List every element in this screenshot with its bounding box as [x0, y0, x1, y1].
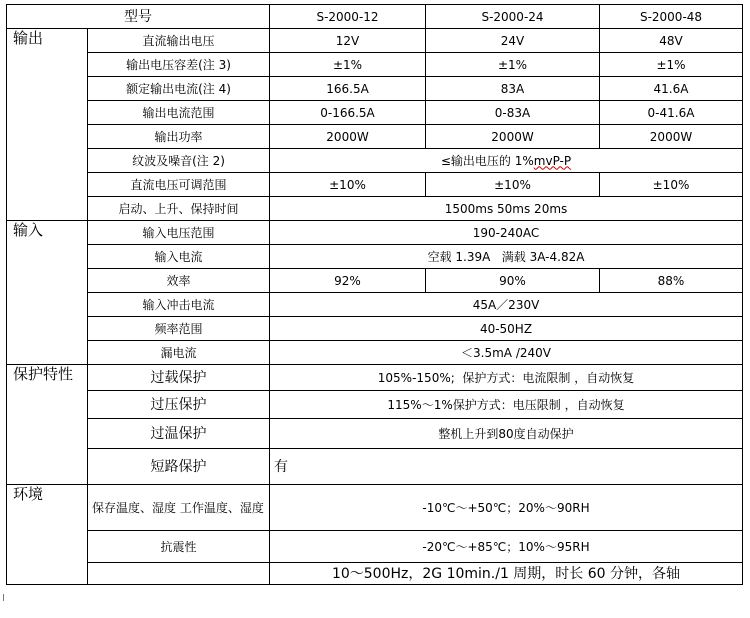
row-label: 输出电流范围 — [88, 101, 270, 125]
table-row — [7, 293, 743, 317]
table-row — [7, 391, 743, 419]
model-name: S-2000-48 — [600, 5, 743, 29]
cell-value: 有 — [270, 449, 743, 485]
row-label: 输出功率 — [88, 125, 270, 149]
row-label: 保存温度、湿度 工作温度、湿度 — [88, 485, 270, 531]
table-row — [7, 149, 743, 173]
cell-value: ±1% — [426, 53, 600, 77]
table-row — [7, 173, 743, 197]
row-label: 直流电压可调范围 — [88, 173, 270, 197]
table-row — [7, 245, 743, 269]
table-row — [7, 29, 743, 53]
cell-value: 105%-150%; 保护方式：电流限制 ，自动恢复 — [270, 365, 743, 391]
cell-value: 0-166.5A — [270, 101, 426, 125]
section-output-title: 输出 — [7, 29, 88, 221]
cell-value: 0-83A — [426, 101, 600, 125]
row-label: 直流输出电压 — [88, 29, 270, 53]
cell-value: 45A／230V — [270, 293, 743, 317]
cell-value: 整机上升到80度自动保护 — [270, 419, 743, 449]
table-row — [7, 125, 743, 149]
cell-value: 48V — [600, 29, 743, 53]
cell-value: -10℃～+50℃；20%～90RH — [270, 485, 743, 531]
cell-value: 2000W — [600, 125, 743, 149]
table-row — [7, 221, 743, 245]
row-label: 输入冲击电流 — [88, 293, 270, 317]
table-row — [7, 197, 743, 221]
ripple-value-text: ≤输出电压的 1% — [440, 153, 534, 168]
cell-value: 115%～1%保护方式：电压限制 ，自动恢复 — [270, 391, 743, 419]
cell-value: 40-50HZ — [270, 317, 743, 341]
table-row — [7, 563, 743, 585]
cell-value: 12V — [270, 29, 426, 53]
page-edge-mark — [3, 594, 8, 601]
row-label: 效率 — [88, 269, 270, 293]
cell-value: 1500ms 50ms 20ms — [270, 197, 743, 221]
model-name: S-2000-24 — [426, 5, 600, 29]
spec-table — [6, 4, 743, 585]
row-label: 短路保护 — [88, 449, 270, 485]
ripple-value-unit: mvP-P — [533, 153, 572, 168]
row-label: 启动、上升、保持时间 — [88, 197, 270, 221]
cell-value: 83A — [426, 77, 600, 101]
table-row — [7, 317, 743, 341]
cell-value: -20℃～+85℃；10%～95RH — [270, 531, 743, 563]
cell-value: 10～500Hz，2G 10min./1 周期，时长 60 分钟，各轴 — [270, 563, 743, 585]
table-row — [7, 449, 743, 485]
cell-value: ±1% — [270, 53, 426, 77]
table-row — [7, 53, 743, 77]
cell-value: 24V — [426, 29, 600, 53]
cell-value: 90% — [426, 269, 600, 293]
table-row — [7, 269, 743, 293]
table-row — [7, 419, 743, 449]
table-row — [7, 341, 743, 365]
model-label: 型号 — [7, 5, 270, 29]
table-row — [7, 77, 743, 101]
cell-value: ±1% — [600, 53, 743, 77]
cell-value: ＜3.5mA /240V — [270, 341, 743, 365]
row-label: 抗震性 — [88, 531, 270, 563]
blank-cell — [88, 563, 270, 585]
row-label: 过载保护 — [88, 365, 270, 391]
section-environment-title: 环境 — [7, 485, 88, 585]
table-row — [7, 101, 743, 125]
row-label: 过压保护 — [88, 391, 270, 419]
row-label: 额定输出电流(注 4) — [88, 77, 270, 101]
cell-value: 166.5A — [270, 77, 426, 101]
row-label: 频率范围 — [88, 317, 270, 341]
table-row — [7, 365, 743, 391]
header-row — [7, 5, 743, 29]
row-label: 输入电压范围 — [88, 221, 270, 245]
table-row — [7, 531, 743, 563]
row-label: 过温保护 — [88, 419, 270, 449]
section-input-title: 输入 — [7, 221, 88, 365]
cell-value: ±10% — [600, 173, 743, 197]
table-row — [7, 485, 743, 531]
cell-value — [270, 149, 743, 173]
cell-value: 190-240AC — [270, 221, 743, 245]
cell-value: 0-41.6A — [600, 101, 743, 125]
cell-value: 空载 1.39A 满载 3A-4.82A — [270, 245, 743, 269]
cell-value: ±10% — [270, 173, 426, 197]
row-label: 纹波及噪音(注 2) — [88, 149, 270, 173]
row-label: 输入电流 — [88, 245, 270, 269]
cell-value: 92% — [270, 269, 426, 293]
row-label: 输出电压容差(注 3) — [88, 53, 270, 77]
cell-value: 88% — [600, 269, 743, 293]
row-label: 漏电流 — [88, 341, 270, 365]
section-protection-title: 保护特性 — [7, 365, 88, 485]
model-name: S-2000-12 — [270, 5, 426, 29]
cell-value: 41.6A — [600, 77, 743, 101]
cell-value: ±10% — [426, 173, 600, 197]
cell-value: 2000W — [426, 125, 600, 149]
cell-value: 2000W — [270, 125, 426, 149]
